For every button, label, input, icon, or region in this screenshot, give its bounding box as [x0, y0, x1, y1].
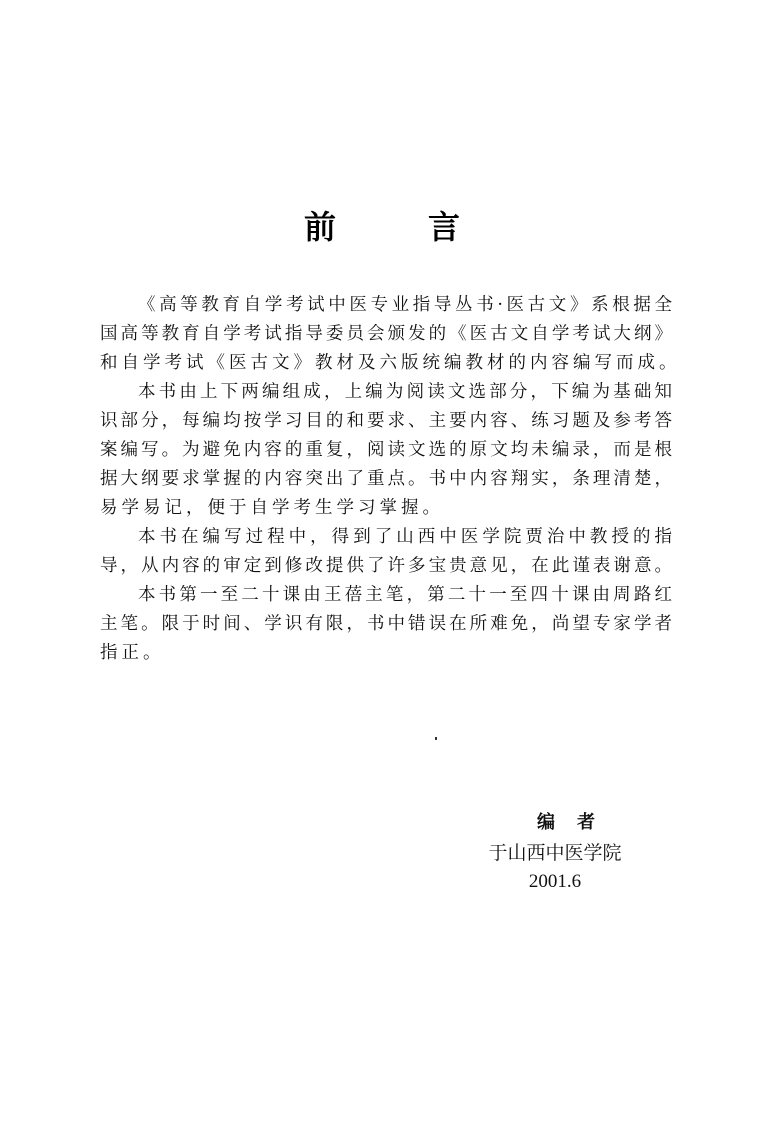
text-line: 导，从内容的审定到修改提供了许多宝贵意见，在此谨表谢意。: [100, 556, 672, 576]
preface-body: [100, 291, 681, 668]
signature-label: 编者: [537, 812, 617, 833]
text-line: 识部分，每编均按学习目的和要求、主要内容、练习题及参考答: [100, 411, 672, 431]
text-line: 指正。: [100, 643, 165, 663]
scan-speck: [435, 737, 437, 740]
text-line: 国高等教育自学考试指导委员会颁发的《医古文自学考试大纲》: [100, 324, 672, 344]
paragraph-4: [100, 581, 672, 668]
title-char-1: 前: [304, 208, 337, 246]
text-line: 《高等教育自学考试中医专业指导丛书·医古文》系根据全: [138, 295, 672, 315]
text-line: 据大纲要求掌握的内容突出了重点。书中内容翔实，条理清楚，: [100, 469, 672, 489]
paragraph-3: [100, 523, 672, 581]
text-line: 本书在编写过程中，得到了山西中医学院贾治中教授的指: [138, 527, 672, 547]
text-line: 案编写。为避免内容的重复，阅读文选的原文均未编录，而是根: [100, 440, 672, 460]
text-line: 易学易记，便于自学考生学习掌握。: [100, 498, 444, 518]
page-title: [0, 210, 777, 244]
paragraph-2: [100, 378, 672, 523]
text-line: 本书第一至二十课由王蓓主笔，第二十一至四十课由周路红: [138, 585, 672, 605]
paragraph-1: [100, 291, 681, 378]
signature-organization: 于山西中医学院: [488, 842, 622, 864]
signature-date: 2001.6: [528, 871, 582, 892]
text-line: 和自学考试《医古文》教材及六版统编教材的内容编写而成。: [100, 353, 681, 373]
title-char-2: 言: [428, 208, 461, 246]
text-line: 主笔。限于时间、学识有限，书中错误在所难免，尚望专家学者: [100, 614, 672, 634]
text-line: 本书由上下两编组成，上编为阅读文选部分，下编为基础知: [138, 382, 672, 402]
